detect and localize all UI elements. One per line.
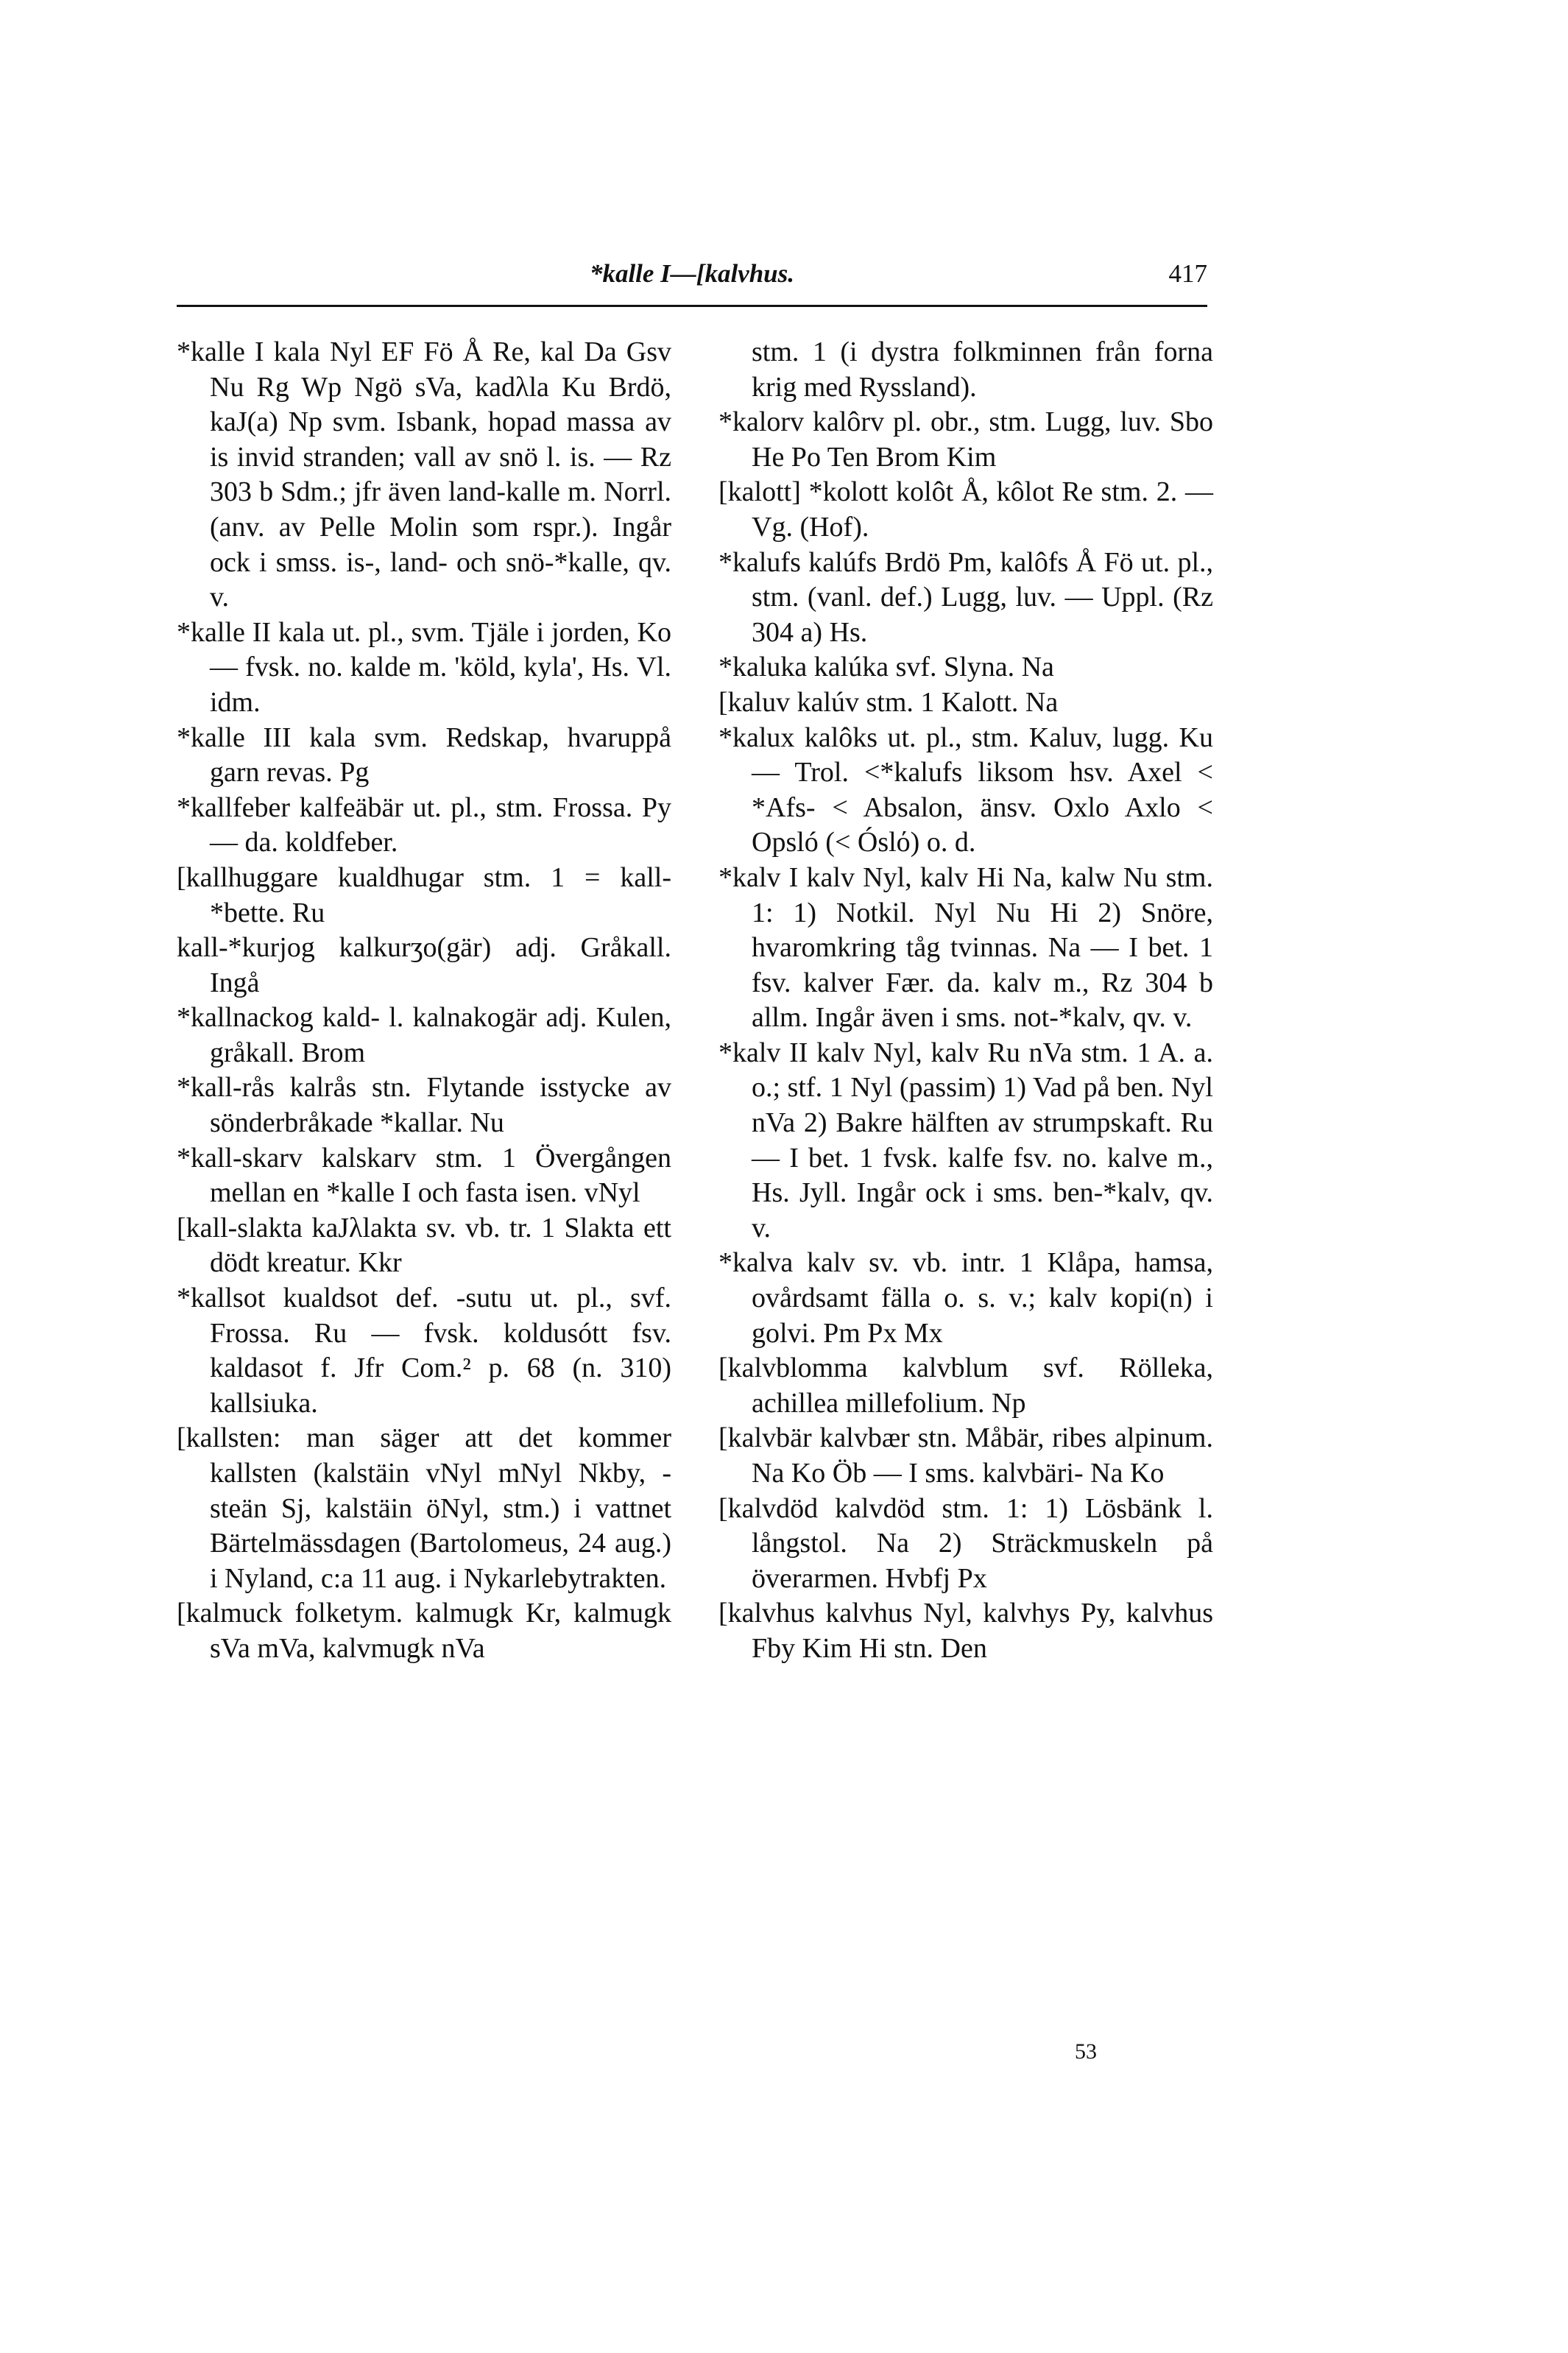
dictionary-entry: *kallsot kualdsot def. -sutu ut. pl., svf. Frossa. Ru — fvsk. koldusótt fsv. kaldasot f. Jfr Com.² p. 68 (n. 310) kallsiuka. [177,1283,671,1419]
dictionary-entry: [kalvhus kalvhus Nyl, kalvhys Py, kalvhus Fby Kim Hi stn. Den [718,1598,1213,1664]
dictionary-entry: kall-*kurjog kalkurʒo(gär) adj. Gråkall. Ingå [177,932,671,998]
dictionary-entry: [kaluv kalúv stm. 1 Kalott. Na [718,686,1059,718]
signature-mark: 53 [1075,2039,1097,2064]
dictionary-entry: [kalmuck folketym. kalmugk Kr, kalmugk sVa mVa, kalvmugk nVa [177,1598,671,1664]
page-number: 417 [1168,259,1207,288]
dictionary-entry: *kall-rås kalrås stn. Flytande isstycke av sönderbråkade *kallar. Nu [177,1072,671,1139]
header-title: *kalle I—[kalvhus. [589,259,795,288]
dictionary-entry: [kallsten: man säger att det kommer kallsten (kalstäin vNyl mNyl Nkby, -steän Sj, kalstäin öNyl, stm.) i vattnet Bärtelmässdagen (Bartolomeus, 24 aug.) i Nyland, c:a 11 aug. i Nykarlebytrakten. [177,1422,671,1594]
dictionary-entry: *kalle I kala Nyl EF Fö Å Re, kal Da Gsv Nu Rg Wp Ngö sVa, kadλla Ku Brdö, kaJ(a) Np svm. Isbank, hopad massa av is invid stranden; vall av snö l. is. — Rz 303 b Sdm.; jfr även land-kalle m. Norrl. (anv. av Pelle Molin som rspr.). Ingår ock i smss. is-, land- och snö-*kalle, qv. v. [177,336,671,613]
running-header [177,259,1207,296]
dictionary-entry: *kallnackog kald- l. kalnakogär adj. Kulen, gråkall. Brom [177,1002,671,1068]
dictionary-entry: *kalv I kalv Nyl, kalv Hi Na, kalw Nu stm. 1: 1) Notkil. Nyl Nu Hi 2) Snöre, hvaromkring tåg tvinnas. Na — I bet. 1 fsv. kalver Fær. da. kalv m., Rz 304 b allm. Ingår även i sms. not-*kalv, qv. v. [718,861,1213,1034]
dictionary-entry: *kalorv kalôrv pl. obr., stm. Lugg, luv. Sbo He Po Ten Brom Kim [718,406,1213,473]
dictionary-entry: *kallfeber kalfeäbär ut. pl., stm. Frossa. Py — da. koldfeber. [177,791,671,858]
dictionary-entry: *kalufs kalúfs Brdö Pm, kalôfs Å Fö ut. pl., stm. (vanl. def.) Lugg, luv. — Uppl. (Rz 304 a) Hs. [718,546,1213,648]
dictionary-entry: *kalva kalv sv. vb. intr. 1 Klåpa, hamsa, ovårdsamt fälla o. s. v.; kalv kopi(n) i golvi. Pm Px Mx [718,1247,1213,1349]
header-rule [177,305,1207,307]
dictionary-entry: [kallhuggare kualdhugar stm. 1 = kall-*bette. Ru [177,861,671,928]
dictionary-entry: [kalvblomma kalvblum svf. Rölleka, achillea millefolium. Np [718,1352,1213,1419]
dictionary-entry: [kalott] *kolott kolôt Å, kôlot Re stm. 2. — Vg. (Hof). [718,476,1213,543]
dictionary-entry: *kalv II kalv Nyl, kalv Ru nVa stm. 1 A. a. o.; stf. 1 Nyl (passim) 1) Vad på ben. Nyl nVa 2) Bakre hälften av strumpskaft. Ru — I bet. 1 fvsk. kalfe fsv. no. kalve m., Hs. Jyll. Ingår ock i sms. ben-*kalv, qv. v. [718,1037,1213,1243]
dictionary-entry: *kalux kalôks ut. pl., stm. Kaluv, lugg. Ku — Trol. <*kalufs liksom hsv. Axel < *Afs- < Absalon, änsv. Oxlo Axlo < Opsló (< Óslό) o. d. [718,722,1213,858]
dictionary-entry: *kalle II kala ut. pl., svm. Tjäle i jorden, Ko — fvsk. no. kalde m. 'köld, kyla', Hs. Vl. idm. [177,616,671,718]
left-column [177,335,671,1667]
right-column [718,335,1213,1667]
dictionary-entry: *kaluka kalúka svf. Slyna. Na [718,652,1054,683]
dictionary-entry: [kall-slakta kaJλlakta sv. vb. tr. 1 Slakta ett dödt kreatur. Kkr [177,1212,671,1279]
dictionary-entry: *kalle III kala svm. Redskap, hvaruppå garn revas. Pg [177,722,671,789]
dictionary-entry: stm. 1 (i dystra folkminnen från forna krig med Ryssland). [752,336,1213,403]
dictionary-entry: [kalvbär kalvbær stn. Måbär, ribes alpinum. Na Ko Öb — I sms. kalvbäri- Na Ko [718,1422,1213,1489]
dictionary-entry: [kalvdöd kalvdöd stm. 1: 1) Lösbänk l. långstol. Na 2) Sträckmuskeln på överarmen. Hvbfj Px [718,1492,1213,1594]
dictionary-entry: *kall-skarv kalskarv stm. 1 Övergången mellan en *kalle I och fasta isen. vNyl [177,1142,671,1209]
